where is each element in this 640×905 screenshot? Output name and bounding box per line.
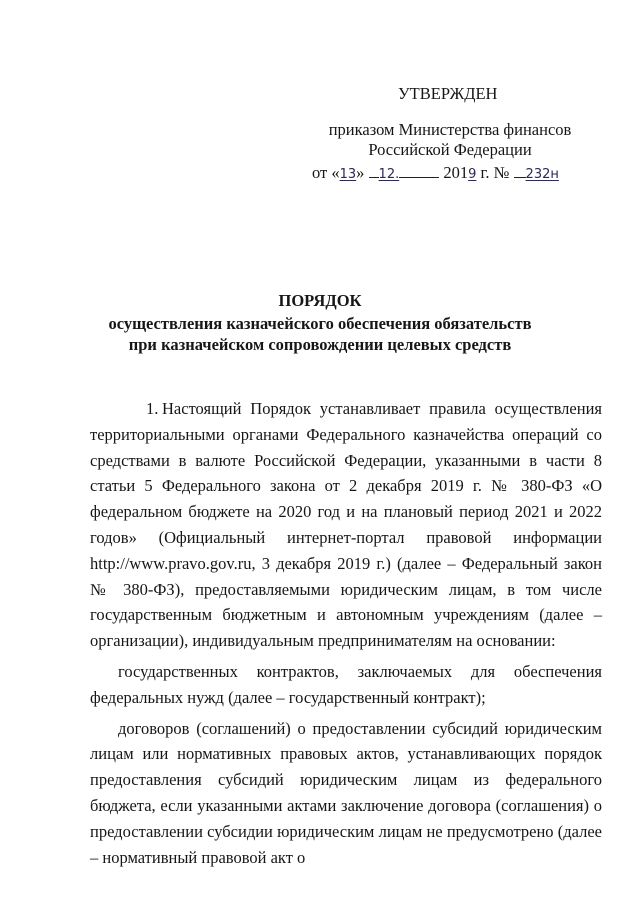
paragraph-1 xyxy=(90,396,602,654)
number-blank xyxy=(514,164,526,178)
date-day: 13 xyxy=(339,167,357,182)
order-issuer-line1: приказом Министерства финансов xyxy=(328,120,572,139)
date-year-suffix: 9 xyxy=(468,167,477,182)
date-blank xyxy=(399,164,439,178)
date-prefix: от « xyxy=(312,163,340,182)
document-body xyxy=(90,396,602,870)
document-subtitle-line1: осуществления казначейского обеспечения обязательств xyxy=(108,314,532,333)
date-mid: » xyxy=(356,163,365,182)
date-blank xyxy=(369,164,379,178)
order-date-line xyxy=(312,163,559,183)
date-year-mark: г. № xyxy=(480,163,510,182)
document-title: ПОРЯДОК xyxy=(278,291,362,310)
approval-stamp: УТВЕРЖДЕН xyxy=(398,84,498,103)
document-subtitle-line2: при казначейском сопровождении целевых средств xyxy=(128,335,512,354)
date-month: 12. xyxy=(378,167,400,182)
paragraph-1-text: Настоящий Порядок устанавливает правила осуществления территориальными органами Федерального казначейства операций со средствами в валюте Российской Федерации, указанными в части 8 статьи 5 Федерального закона от 2 декабря 2019 г. № 380-ФЗ «О федеральном бюджете на 2020 год и на плановый период 2021 и 2022 годов» (Официальный интернет-портал правовой информации http://www.pravo.gov.ru, 3 декабря 2019 г.) (далее – Федеральный закон № 380-ФЗ), предоставляемыми юридическим лицам, в том числе государственным бюджетным и автономным учреждениям (далее – организации), индивидуальным предпринимателям на основании: xyxy=(90,399,602,651)
order-issuer-line2: Российской Федерации xyxy=(368,140,532,159)
order-number: 232н xyxy=(525,167,559,182)
date-year-prefix: 201 xyxy=(443,163,469,182)
paragraph-2: государственных контрактов, заключаемых для обеспечения федеральных нужд (далее – государственный контракт); xyxy=(90,661,602,707)
paragraph-3: договоров (соглашений) о предоставлении субсидий юридическим лицам или нормативных правовых актов, устанавливающих порядок предоставления субсидий юридическим лицам из федерального бюджета, если указанными актами заключение договора (соглашения) о предоставлении субсидии юридическим лицам не предусмотрено (далее – нормативный правовой акт о xyxy=(90,718,602,867)
paragraph-number: 1. xyxy=(146,399,159,418)
